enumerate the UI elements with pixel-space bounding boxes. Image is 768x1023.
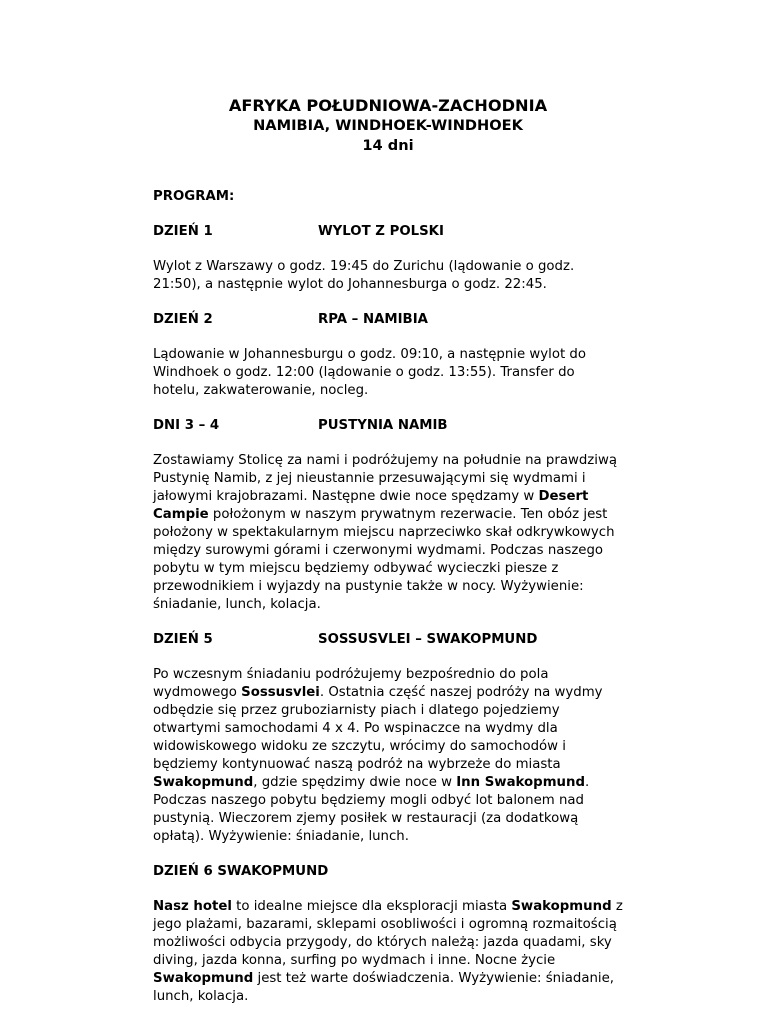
day-description: Wylot z Warszawy o godz. 19:45 do Zurichu (lądowanie o godz. 21:50), a następnie wylot do Johannesburga o godz. 22:45.: [153, 259, 575, 292]
text-segment: z jego plażami, bazarami, sklepami osobliwości i ogromną rozmaitością możliwości odbycia przygody, do których należą: jazda quadami, sky diving, jazda konna, surfing po wydmach i inne. Nocne życie: [153, 899, 623, 968]
day-heading: [153, 311, 623, 329]
text-segment: . Podczas naszego pobytu będziemy mogli odbyć lot balonem nad pustynią. Wieczorem zjemy posiłek w restauracji (za dodatkową opłatą). Wyżywienie: śniadanie, lunch.: [153, 775, 590, 844]
day-description: [153, 898, 623, 1006]
text-segment: to idealne miejsce dla eksploracji miasta: [231, 899, 512, 914]
day-title: SOSSUSVLEI – SWAKOPMUND: [318, 632, 538, 647]
day-title: WYLOT Z POLSKI: [318, 224, 444, 239]
document-title: AFRYKA POŁUDNIOWA-ZACHODNIA: [228, 96, 548, 115]
day-heading: [153, 863, 623, 881]
hotel-name: Nasz hotel: [153, 899, 232, 914]
text-segment: Po wczesnym śniadaniu podróżujemy bezpośrednio do pola wydmowego: [153, 667, 549, 700]
day-label: DZIEŃ 6 SWAKOPMUND: [153, 864, 329, 879]
document-page: [153, 96, 623, 1023]
text-segment: Zostawiamy Stolicę za nami i podróżujemy na południe na prawdziwą Pustynię Namib, z jej nieustannie przesuwającymi się wydmami i jałowymi krajobrazami. Następne dwie noce spędzamy w: [153, 453, 618, 504]
day-label: DZIEŃ 5: [153, 632, 213, 647]
day-description: [153, 666, 623, 846]
text-segment: . Ostatnia część naszej podróży na wydmy odbędzie się przez gruboziarnisty piach i dlatego pojedziemy otwartymi samochodami 4 x 4. Po wspinaczce na wydmy dla widowiskowego widoku ze szczytu, wrócimy do samochodów i będziemy kontynuować naszą podróż na wybrzeże do miasta: [153, 685, 603, 772]
day-heading: [153, 631, 623, 649]
program-label: PROGRAM:: [153, 189, 235, 204]
day-description: [153, 452, 623, 614]
place-name: Sossusvlei: [241, 685, 320, 700]
day-heading: [153, 417, 623, 435]
trip-duration: 14 dni: [362, 137, 414, 154]
camp-name: Desert Campie: [153, 489, 589, 522]
day-heading: [153, 223, 623, 241]
text-segment: , gdzie spędzimy dwie noce w: [253, 775, 457, 790]
day-description: Lądowanie w Johannesburgu o godz. 09:10, a następnie wylot do Windhoek o godz. 12:00 (lądowanie o godz. 13:55). Transfer do hotelu, zakwaterowanie, nocleg.: [153, 347, 586, 398]
day-label: DZIEŃ 2: [153, 312, 213, 327]
place-name: Swakopmund: [153, 775, 254, 790]
place-name: Swakopmund: [511, 899, 612, 914]
document-subtitle: NAMIBIA, WINDHOEK-WINDHOEK: [253, 117, 523, 134]
place-name: Swakopmund: [153, 971, 254, 986]
hotel-name: Inn Swakopmund: [456, 775, 586, 790]
title-block: [153, 96, 623, 156]
text-segment: jest też warte doświadczenia. Wyżywienie: śniadanie, lunch, kolacja.: [153, 971, 615, 1004]
day-label: DNI 3 – 4: [153, 418, 220, 433]
day-label: DZIEŃ 1: [153, 224, 213, 239]
text-segment: położonym w naszym prywatnym rezerwacie. Ten obóz jest położony w spektakularnym miejscu naprzeciwko skał odkrywkowych między surowymi górami i czerwonymi wydmami. Podczas naszego pobytu w tym miejscu będziemy odbywać wycieczki piesze z przewodnikiem i wyjazdy na pustynie także w nocy. Wyżywienie: śniadanie, lunch, kolacja.: [153, 507, 615, 612]
day-title: RPA – NAMIBIA: [318, 312, 428, 327]
day-title: PUSTYNIA NAMIB: [318, 418, 448, 433]
